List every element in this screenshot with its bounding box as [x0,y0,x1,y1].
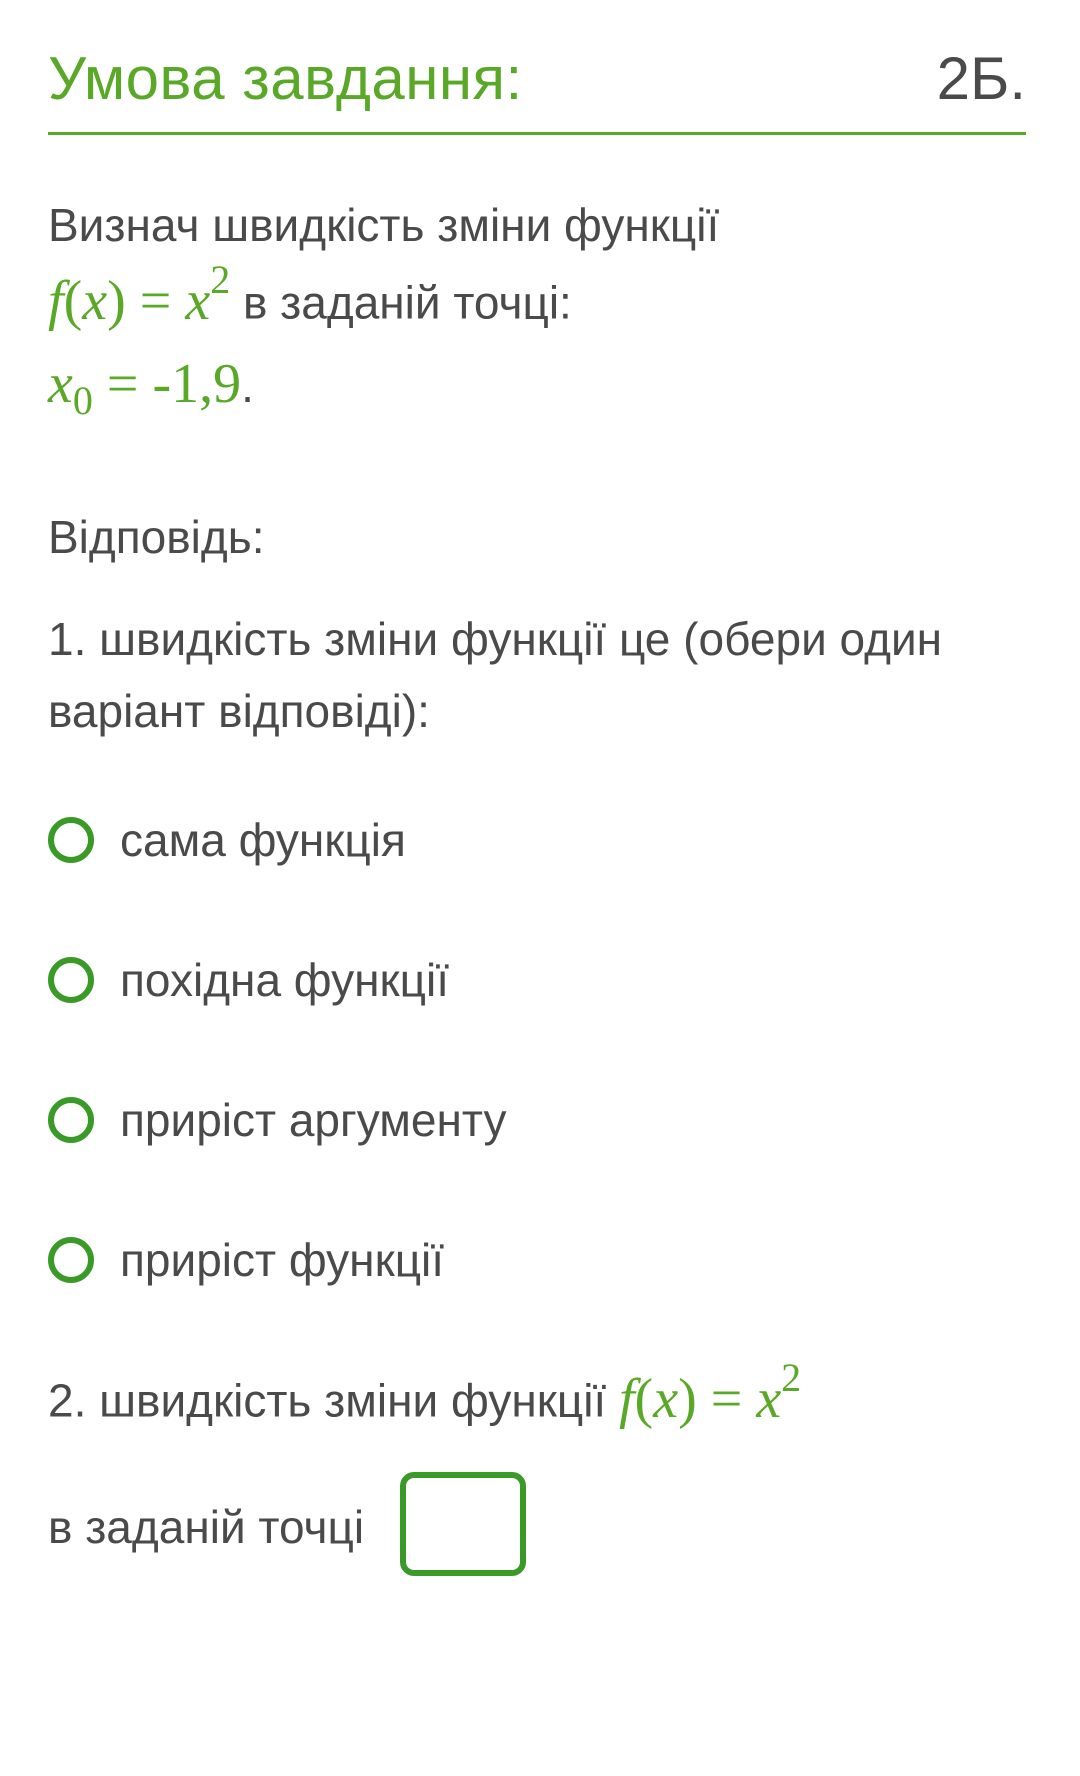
question2-prefix: 2. швидкість зміни функції [48,1374,619,1427]
radio-button[interactable] [48,1097,94,1143]
answer-label: Відповідь: [48,511,265,563]
option-label[interactable]: похідна функції [120,954,450,1006]
header-title: Умова завдання: [48,45,523,112]
point-var: x [48,353,73,415]
func-close-paren: ) [107,269,126,332]
option-own-function[interactable] [48,810,406,870]
option-derivative[interactable] [48,950,449,1010]
point-value: -1,9 [152,353,242,415]
radio-button[interactable] [48,817,94,863]
func-equals: = [125,269,186,332]
points-label: 2Б. [936,45,1026,112]
func-power: 2 [781,1355,802,1400]
func-name: f [618,1367,635,1430]
option-label[interactable]: приріст функції [120,1234,445,1286]
func-open-paren: ( [634,1367,654,1430]
option-label[interactable]: сама функція [120,814,406,866]
radio-button[interactable] [48,957,94,1003]
point-equals: = [92,353,153,415]
question1-line2: варіант відповіді): [48,685,430,737]
func-rhs: x [185,269,211,332]
func-name: f [48,269,64,332]
task-header [48,36,1026,135]
option-argument-increment[interactable] [48,1090,506,1150]
question1-line1: 1. швидкість зміни функції це (обери один [48,613,943,665]
func-equals: = [696,1367,757,1430]
func-rhs: x [756,1367,782,1430]
point-dot: . [241,360,254,412]
func-power: 2 [210,257,231,302]
question2-formula [618,1355,802,1430]
func-close-paren: ) [678,1367,697,1430]
question2-line2: в заданій точці [48,1501,365,1553]
task-function-line [48,257,572,333]
option-function-increment[interactable] [48,1230,444,1290]
task-text-line1: Визнач швидкість зміни функції [48,199,720,251]
func-open-paren: ( [63,269,83,332]
func-arg: x [653,1367,679,1430]
task-point-line [48,352,254,424]
radio-button[interactable] [48,1237,94,1283]
option-label[interactable]: приріст аргументу [120,1094,507,1146]
point-formula [48,353,242,424]
point-subscript: 0 [72,378,93,424]
function-formula [48,257,231,332]
answer-input-box[interactable] [400,1472,526,1576]
func-arg: x [82,269,108,332]
question2-line1 [48,1355,802,1431]
task-text-line2: в заданій точці: [230,276,572,329]
